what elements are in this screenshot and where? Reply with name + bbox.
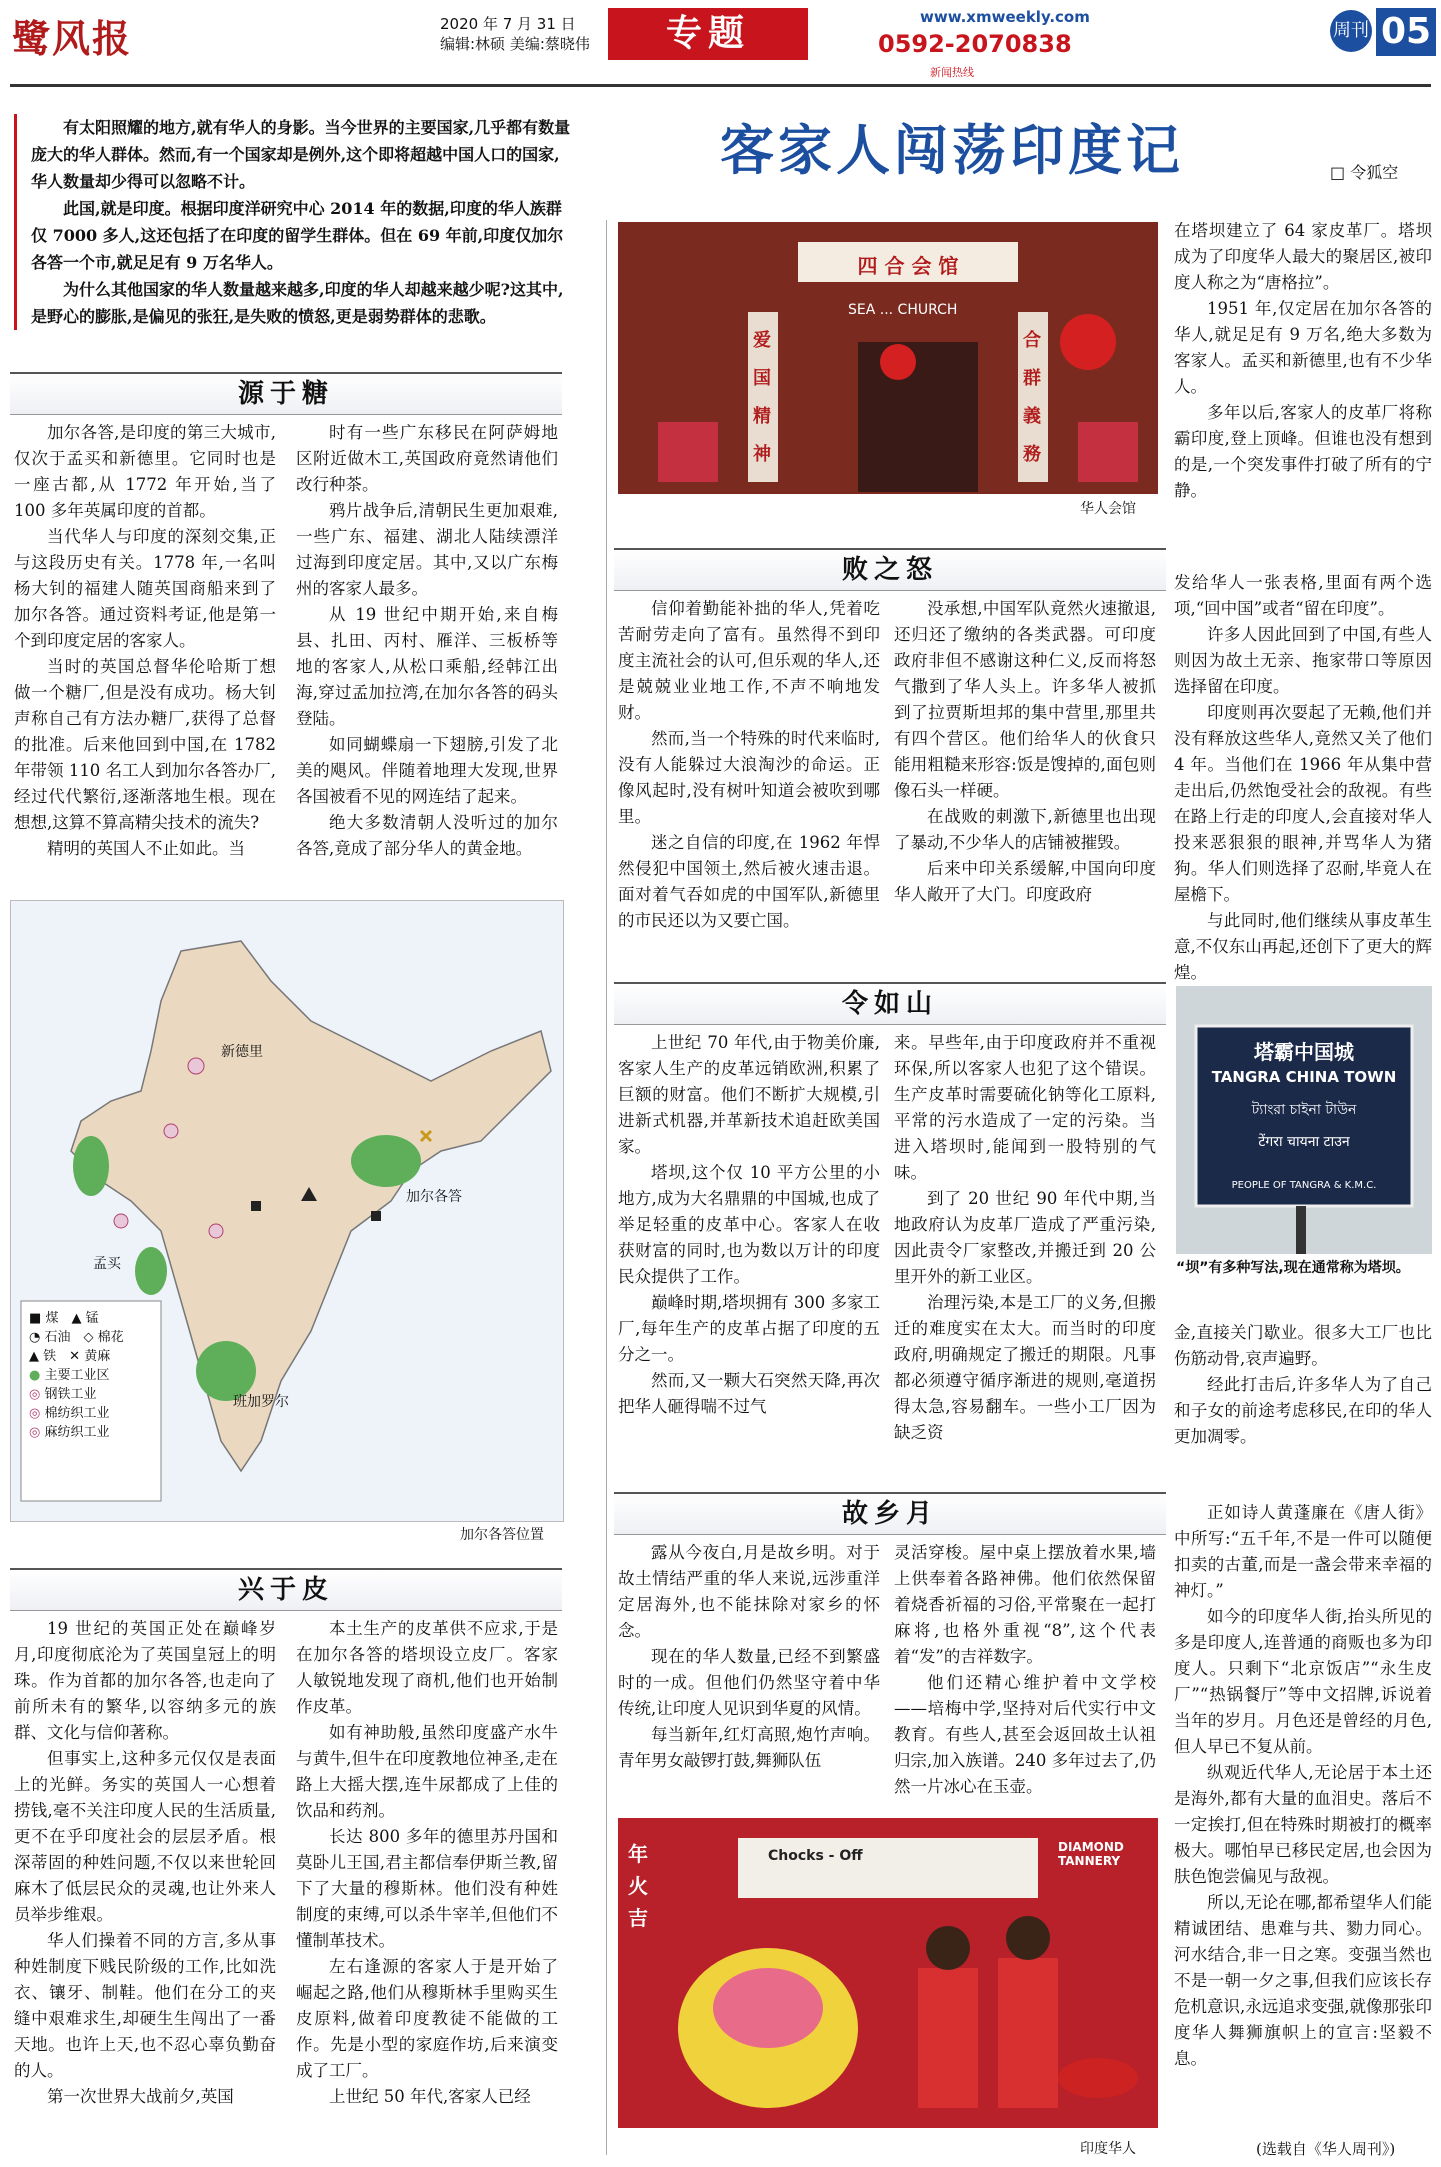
hall-sign-english: SEA ... CHURCH [848,302,958,318]
paragraph: 露从今夜白,月是故乡明。对于故土情结严重的华人来说,远涉重洋定居海外,也不能抹除对家乡的怀念。 [618,1543,880,1640]
weekly-badge: 周刊 [1330,10,1372,52]
hall-photo [618,222,1158,494]
paragraph: 但事实上,这种多元仅仅是表面上的光鲜。务实的英国人一心想着捞钱,毫不关注印度人民的生活质量,更不在乎印度社会的层层矛盾。根深蒂固的种姓问题,不仅以来世轮回麻木了低层民众的灵魂,也让外来人员举步维艰。 [14,1749,276,1924]
paragraph: 鸦片战争后,清朝民生更加艰难,一些广东、福建、湖北人陆续漂洋过海到印度定居。其中,又以广东梅州的客家人最多。 [296,501,558,598]
paragraph: 现在的华人数量,已经不到繁盛时的一成。但他们仍然坚守着中华传统,让印度人见识到华夏的风情。 [618,1647,880,1718]
article-intro [14,114,571,330]
lion-banner-right: DIAMOND TANNERY [1058,1840,1124,1868]
section-heading: 源于糖 [10,372,562,415]
lion-photo-caption: 印度华人 [1080,2141,1136,2157]
section-column [14,420,276,862]
paragraph: 在塔坝建立了 64 家皮革厂。塔坝成为了印度华人最大的聚居区,被印度人称之为“唐格拉”。 [1174,221,1432,292]
section-column [1174,1320,1432,1450]
paragraph: 正如诗人黄蓬廉在《唐人街》中所写:“五千年,不是一件可以随便扣卖的古董,而是一盏会带来幸福的神灯。” [1174,1503,1432,1600]
editor-credits: 编辑:林硕 美编:蔡晓伟 [440,35,590,53]
paragraph: 印度则再次耍起了无赖,他们并没有释放这些华人,竟然又关了他们 4 年。当他们在 1966 年从集中营走出后,仍然饱受社会的敌视。有些在路上行走的印度人,会直接对华人投来恶狠狠的眼神,并骂华人为猪狗。华人们则选择了忍耐,毕竟人在屋檐下。 [1174,703,1432,904]
paragraph: 加尔各答,是印度的第三大城市,仅次于孟买和新德里。它同时也是一座古都,从 1772 年开始,当了 100 多年英属印度的首都。 [14,423,276,520]
hall-couplet-right: 合 群 義 務 [1023,330,1041,465]
sign-chinese: 塔霸中国城 [1254,1040,1354,1064]
paragraph: 19 世纪的英国正处在巅峰岁月,印度彻底沦为了英国皇冠上的明珠。作为首都的加尔各答,也走向了前所未有的繁华,以容纳多元的族群、文化与信仰著称。 [14,1619,276,1742]
map-city-label: 孟买 [93,1256,121,1272]
section-column [894,1030,1156,1446]
paragraph: 来。早些年,由于印度政府并不重视环保,所以客家人也犯了这个错误。生产皮革时需要硫化钠等化工原料,平常的污水造成了一定的污染。当进入塔坝时,能闻到一股特别的气味。 [894,1033,1156,1182]
article-byline: □ 令狐空 [1330,163,1399,182]
paragraph: 在战败的刺激下,新德里也出现了暴动,不少华人的店铺被摧毁。 [894,807,1156,852]
map-city-label: 加尔各答 [406,1189,462,1205]
section-column [894,1540,1156,1800]
lion-banner-left: 年 火 吉 [628,1842,648,1930]
issue-date: 2020 年 7 月 31 日 [440,15,576,33]
section-column [618,1540,880,1774]
legend-row: ◔ 石油 ◇ 棉花 [29,1330,124,1345]
column-divider [606,220,607,2155]
sign-footer: PEOPLE OF TANGRA & K.M.C. [1231,1180,1377,1191]
paragraph: 然而,又一颗大石突然天降,再次把华人砸得喘不过气 [618,1371,880,1416]
article-title: 客家人闯荡印度记 [720,118,1184,182]
intro-paragraph: 此国,就是印度。根据印度洋研究中心 2014 年的数据,印度的华人族群仅 7000 多人,这还包括了在印度的留学生群体。但在 69 年前,印度仅加尔各答一个市,就足足有 9 万名华人。 [31,199,564,272]
paragraph: 本土生产的皮革供不应求,于是在加尔各答的塔坝设立皮厂。客家人敏锐地发现了商机,他们也开始制作皮革。 [296,1619,558,1716]
page-number: 05 [1376,8,1436,56]
section-column [618,596,880,934]
section-column [14,1616,276,2110]
legend-row: ▲ 铁 ✕ 黄麻 [29,1349,111,1364]
section-column [894,596,1156,908]
lion-banner-top: Chocks - Off [768,1848,863,1864]
map-city-label: 班加罗尔 [233,1394,289,1410]
section-heading: 兴于皮 [10,1568,562,1611]
paragraph: 经此打击后,许多华人为了自己和子女的前途考虑移民,在印的华人更加凋零。 [1174,1375,1432,1446]
legend-row: ■ 煤 ▲ 锰 [29,1311,99,1326]
paragraph: 治理污染,本是工厂的义务,但搬迁的难度实在太大。而当时的印度政府,明确规定了搬迁的期限。凡事都必须遵守循序渐进的规则,毫道拐得太急,容易翻车。一些小工厂因为缺乏资 [894,1293,1156,1442]
hall-couplet-left: 爱 国 精 神 [753,330,771,465]
paragraph: 精明的英国人不止如此。当 [47,839,245,858]
sign-bengali: ট্যাংরা চাইনা টাউন [1251,1102,1357,1118]
paragraph: 金,直接关门歇业。很多大工厂也比伤筋动骨,哀声遍野。 [1174,1323,1432,1368]
india-map [10,900,564,1522]
sign-english: TANGRA CHINA TOWN [1211,1068,1397,1086]
paragraph: 许多人因此回到了中国,有些人则因为故土无亲、拖家带口等原因选择留在印度。 [1174,625,1432,696]
paragraph: 上世纪 70 年代,由于物美价廉,客家人生产的皮革远销欧洲,积累了巨额的财富。他们不断扩大规模,引进新式机器,并革新技术追赶欧美国家。 [618,1033,880,1156]
paragraph: 巅峰时期,塔坝拥有 300 多家工厂,每年生产的皮革占据了印度的五分之一。 [618,1293,880,1364]
paragraph: 没承想,中国军队竟然火速撤退,还归还了缴纳的各类武器。可印度政府非但不感谢这种仁义,反而将怒气撒到了华人头上。许多华人被抓到了拉贾斯坦邦的集中营里,那里共有四个营区。他们给华人的伙食只能用粗糙来形容:饭是馊掉的,面包则像石头一样硬。 [894,599,1156,800]
paragraph: 每当新年,红灯高照,炮竹声响。青年男女敲锣打鼓,舞狮队伍 [618,1725,880,1770]
header-rule [10,84,1431,87]
paragraph: 上世纪 50 年代,客家人已经 [329,2087,531,2106]
paragraph: 如有神助般,虽然印度盛产水牛与黄牛,但牛在印度教地位神圣,走在路上大摇大摆,连牛尿都成了上佳的饮品和药剂。 [296,1723,558,1820]
paragraph: 塔坝,这个仅 10 平方公里的小地方,成为大名鼎鼎的中国城,也成了举足轻重的皮革中心。客家人在收获财富的同时,也为数以万计的印度民众提供了工作。 [618,1163,880,1286]
chinatown-sign-photo [1176,986,1432,1254]
intro-paragraph: 有太阳照耀的地方,就有华人的身影。当今世界的主要国家,几乎都有数量庞大的华人群体。然而,有一个国家却是例外,这个即将超越中国人口的国家,华人数量却少得可以忽略不计。 [31,118,571,191]
paragraph: 左右逢源的客家人于是开始了崛起之路,他们从穆斯林手里购买生皮原料,做着印度教徒不能做的工作。先是小型的家庭作坊,后来演变成了工厂。 [296,1957,558,2080]
section-column [1174,570,1432,986]
hotline-number: 0592-2070838 [878,30,1072,58]
lion-dance-photo [618,1818,1158,2128]
paragraph: 与此同时,他们继续从事皮革生意,不仅东山再起,还创下了更大的辉煌。 [1174,911,1432,982]
paragraph: 绝大多数清朝人没听过的加尔各答,竟成了部分华人的黄金地。 [296,813,558,858]
map-legend [29,1309,159,1442]
section-column [296,1616,558,2110]
section-column [296,420,558,862]
paragraph: 长达 800 多年的德里苏丹国和莫卧儿王国,君主都信奉伊斯兰教,留下了大量的穆斯林。他们没有种姓制度的束缚,可以杀牛宰羊,但他们不懂制革技术。 [296,1827,558,1950]
paragraph: 他们还精心维护着中文学校——培梅中学,坚持对后代实行中文教育。有些人,甚至会返回故土认祖归宗,加入族谱。240 多年过去了,仍然一片冰心在玉壶。 [894,1673,1156,1796]
paragraph: 然而,当一个特殊的时代来临时,没有人能躲过大浪淘沙的命运。正像风起时,没有树叶知道会被吹到哪里。 [618,729,880,826]
paragraph: 信仰着勤能补拙的华人,凭着吃苦耐劳走向了富有。虽然得不到印度主流社会的认可,但乐观的华人,还是兢兢业业地工作,不声不响地发财。 [618,599,880,722]
legend-row: ● 主要工业区 [29,1368,110,1383]
paragraph: 纵观近代华人,无论居于本土还是海外,都有大量的血泪史。落后不一定挨打,但在特殊时期被打的概率极大。哪怕早已移民定居,也会因为肤色饱尝偏见与敌视。 [1174,1763,1432,1886]
section-column [1174,1500,1432,2072]
paragraph: 当时的英国总督华伦哈斯丁想做一个糖厂,但是没有成功。杨大钊声称自己有方法办糖厂,获得了总督的批准。后来他回到中国,在 1782 年带领 110 名工人到加尔各答办厂,经过代代繁衍,逐渐落地生根。现在想想,这算不算高精尖技术的流失? [14,657,276,832]
website-link[interactable]: www.xmweekly.com [920,8,1090,26]
paragraph: 后来中印关系缓解,中国向印度华人敞开了大门。印度政府 [894,859,1156,904]
section-column [618,1030,880,1420]
paragraph: 迷之自信的印度,在 1962 年悍然侵犯中国领土,然后被火速击退。面对着气吞如虎的中国军队,新德里的市民还以为又要亡国。 [618,833,880,930]
paragraph: 时有一些广东移民在阿萨姆地区附近做木工,英国政府竟然请他们改行种茶。 [296,423,558,494]
paragraph: 发给华人一张表格,里面有两个选项,“回中国”或者“留在印度”。 [1174,573,1432,618]
paragraph: 1951 年,仅定居在加尔各答的华人,就足足有 9 万名,绝大多数为客家人。孟买和新德里,也有不少华人。 [1174,299,1432,396]
paragraph: 华人们操着不同的方言,多从事种姓制度下贱民阶级的工作,比如洗衣、镶牙、制鞋。他们在分工的夹缝中艰难求生,却硬生生闯出了一番天地。也许上天,也不忍心辜负勤奋的人。 [14,1931,276,2080]
intro-paragraph: 为什么其他国家的华人数量越来越多,印度的华人却越来越少呢?这其中,是野心的膨胀,是偏见的张狂,是失败的愤怒,更是弱势群体的悲歌。 [31,280,564,326]
section-banner: 专题 [608,8,808,60]
paragraph: 所以,无论在哪,都希望华人们能精诚团结、患难与共、勠力同心。河水结合,非一日之寒。变强当然也不是一朝一夕之事,但我们应该长存危机意识,永远追求变强,就像那张印度华人舞狮旗帜上的宣言:坚毅不息。 [1174,1893,1432,2068]
chinatown-photo-caption: “坝”有多种写法,现在通常称为塔坝。 [1176,1260,1410,1276]
masthead-logo: 鹭风报 [12,16,133,61]
article-source: (选载自《华人周刊》) [1256,2140,1396,2158]
section-heading: 败之怒 [614,548,1166,591]
paragraph: 多年以后,客家人的皮革厂将称霸印度,登上顶峰。但谁也没有想到的是,一个突发事件打破了所有的宁静。 [1174,403,1432,500]
section-column [1174,218,1432,504]
sign-hindi: टेंगरा चायना टाउन [1258,1134,1350,1150]
paragraph: 当代华人与印度的深刻交集,正与这段历史有关。1778 年,一名叫杨大钊的福建人随英国商船来到了加尔各答。通过资料考证,他是第一个到印度定居的客家人。 [14,527,276,650]
paragraph: 到了 20 世纪 90 年代中期,当地政府认为皮革厂造成了严重污染,因此责令厂家整改,并搬迁到 20 公里开外的新工业区。 [894,1189,1156,1286]
map-city-label: 新德里 [221,1044,263,1060]
legend-row: ◎ 钢铁工业 [29,1387,97,1402]
hotline-label: 新闻热线 [930,66,974,79]
paragraph: 如同蝴蝶扇一下翅膀,引发了北美的飓风。伴随着地理大发现,世界各国被看不见的网连结了起来。 [296,735,558,806]
legend-row: ◎ 棉纺织工业 [29,1406,110,1421]
hall-photo-caption: 华人会馆 [1080,501,1136,517]
paragraph: 第一次世界大战前夕,英国 [47,2087,234,2106]
map-caption: 加尔各答位置 [460,1527,544,1543]
legend-row: ◎ 麻纺织工业 [29,1425,110,1440]
paragraph: 从 19 世纪中期开始,来自梅县、扎田、丙村、雁洋、三板桥等地的客家人,从松口乘船,经韩江出海,穿过孟加拉湾,在加尔各答的码头登陆。 [296,605,558,728]
section-heading: 令如山 [614,982,1166,1025]
issue-meta [440,14,590,54]
paragraph: 灵活穿梭。屋中桌上摆放着水果,墙上供奉着各路神佛。他们依然保留着烧香祈福的习俗,平常聚在一起打麻将,也格外重视“8”,这个代表着“发”的吉祥数字。 [894,1543,1156,1666]
paragraph: 如今的印度华人街,抬头所见的多是印度人,连普通的商贩也多为印度人。只剩下“北京饭店”“永生皮厂”“热锅餐厅”等中文招牌,诉说着当年的岁月。月色还是曾经的月色,但人早已不复从前。 [1174,1607,1432,1756]
hall-sign-top: 四 合 会 馆 [857,254,959,278]
section-heading: 故乡月 [614,1492,1166,1535]
